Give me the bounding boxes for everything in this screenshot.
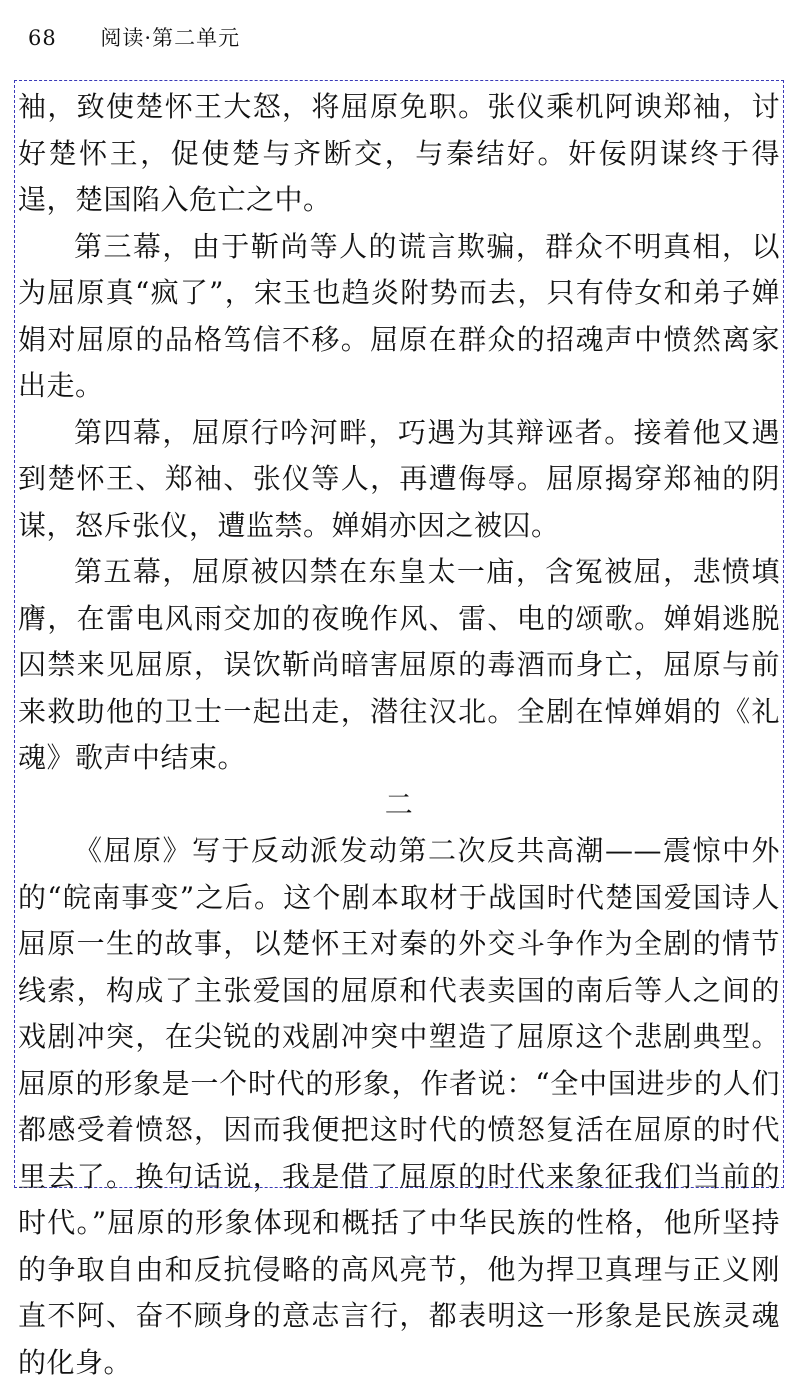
text-body: [18, 84, 780, 1386]
page-number: 68: [28, 26, 57, 50]
page-header: [28, 22, 240, 52]
section-number-heading: 二: [384, 787, 414, 821]
paragraph-act-three: 第三幕，由于靳尚等人的谎言欺骗，群众不明真相，以为屈原真“疯了”，宋玉也趋炎附势而去，只有侍女和弟子婵娟对屈原的品格笃信不移。屈原在群众的招魂声中愤然离家出走。: [18, 229, 780, 402]
section-title: 阅读·第二单元: [100, 26, 241, 50]
paragraph-act-four: 第四幕，屈原行吟河畔，巧遇为其辩诬者。接着他又遇到楚怀王、郑袖、张仪等人，再遭侮辱。屈原揭穿郑袖的阴谋，怒斥张仪，遭监禁。婵娟亦因之被囚。: [18, 415, 780, 542]
paragraph-analysis: 《屈原》写于反动派发动第二次反共高潮——震惊中外的“皖南事变”之后。这个剧本取材于战国时代楚国爱国诗人屈原一生的故事，以楚怀王对秦的外交斗争作为全剧的情节线索，构成了主张爱国的屈原和代表卖国的南后等人之间的戏剧冲突，在尖锐的戏剧冲突中塑造了屈原这个悲剧典型。屈原的形象是一个时代的形象，作者说：“全中国进步的人们都感受着愤怒，因而我便把这时代的愤怒复活在屈原的时代里去了。换句话说，我是借了屈原的时代来象征我们当前的时代。”屈原的形象体现和概括了中华民族的性格，他所坚持的争取自由和反抗侵略的高风亮节，他为捍卫真理与正义刚直不阿、奋不顾身的意志言行，都表明这一形象是民族灵魂的化身。: [18, 834, 780, 1379]
paragraph-act-five: 第五幕，屈原被囚禁在东皇太一庙，含冤被屈，悲愤填膺，在雷电风雨交加的夜晚作风、雷、电的颂歌。婵娟逃脱囚禁来见屈原，误饮靳尚暗害屈原的毒酒而身亡，屈原与前来救助他的卫士一起出走，潜往汉北。全剧在悼婵娟的《礼魂》歌声中结束。: [18, 555, 780, 774]
paragraph-continuation: 袖，致使楚怀王大怒，将屈原免职。张仪乘机阿谀郑袖，讨好楚怀王，促使楚与齐断交，与秦结好。奸佞阴谋终于得逞，楚国陷入危亡之中。: [18, 90, 780, 216]
